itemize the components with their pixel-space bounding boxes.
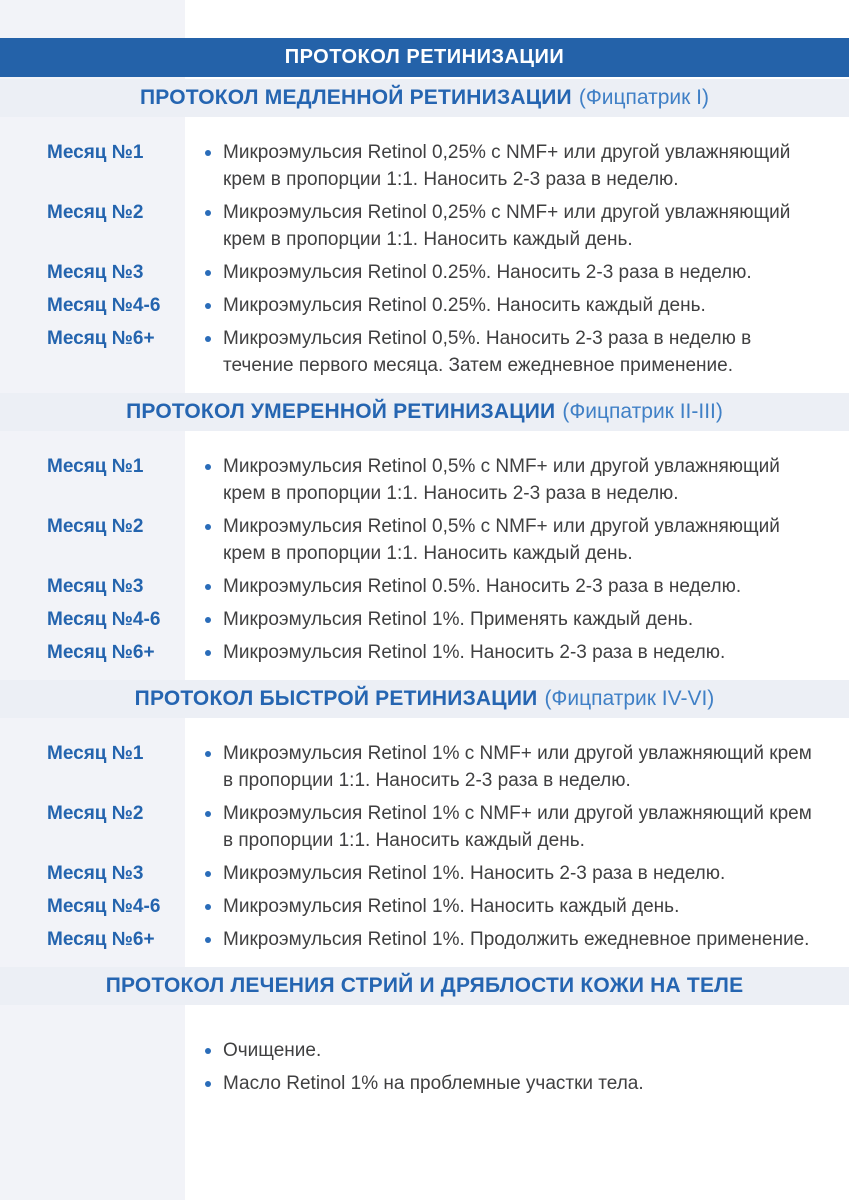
protocol-row <box>0 573 849 600</box>
bullet-icon <box>205 650 211 656</box>
bullet-item <box>185 513 823 567</box>
bullet-icon <box>205 871 211 877</box>
bullet-text: Микроэмульсия Retinol 0,25% с NMF+ или другой увлажняющий крем в пропорции 1:1. Наносить 2-3 раза в неделю. <box>223 142 791 190</box>
bullet-text: Микроэмульсия Retinol 0,5% с NMF+ или другой увлажняющий крем в пропорции 1:1. Наносить каждый день. <box>223 516 780 564</box>
month-label: Месяц №1 <box>47 743 144 764</box>
protocol-row <box>0 926 849 953</box>
section-title: ПРОТОКОЛ УМЕРЕННОЙ РЕТИНИЗАЦИИ <box>126 400 556 423</box>
bullet-item <box>185 1037 321 1064</box>
bullet-item <box>185 639 725 666</box>
bullet-icon <box>205 751 211 757</box>
section-body <box>0 117 849 393</box>
bullet-text: Микроэмульсия Retinol 0,25% с NMF+ или другой увлажняющий крем в пропорции 1:1. Наносить каждый день. <box>223 202 791 250</box>
protocol-row <box>0 199 849 253</box>
bullet-item <box>185 325 823 379</box>
sections-container <box>0 79 849 1111</box>
month-label: Месяц №2 <box>47 202 144 223</box>
bullet-text: Микроэмульсия Retinol 0.25%. Наносить каждый день. <box>223 295 706 316</box>
month-label: Месяц №4-6 <box>47 896 161 917</box>
bullet-text: Микроэмульсия Retinol 0.25%. Наносить 2-3 раза в неделю. <box>223 262 752 283</box>
bullet-icon <box>205 584 211 590</box>
protocol-row <box>0 1070 849 1097</box>
bullet-icon <box>205 150 211 156</box>
protocol-row <box>0 325 849 379</box>
bullet-text: Микроэмульсия Retinol 1%. Применять каждый день. <box>223 609 694 630</box>
section-subtitle: (Фицпатрик II-III) <box>562 400 723 423</box>
bullet-item <box>185 606 693 633</box>
section-body <box>0 1005 849 1111</box>
protocol-row <box>0 259 849 286</box>
bullet-item <box>185 800 823 854</box>
top-spacer <box>0 0 849 38</box>
month-label: Месяц №3 <box>47 863 144 884</box>
month-label: Месяц №6+ <box>47 328 155 349</box>
protocol-row <box>0 860 849 887</box>
month-label: Месяц №6+ <box>47 929 155 950</box>
protocol-row <box>0 800 849 854</box>
bullet-item <box>185 860 725 887</box>
section-header-bar <box>0 967 849 1005</box>
protocol-row <box>0 1037 849 1064</box>
bullet-item <box>185 259 752 286</box>
protocol-row <box>0 453 849 507</box>
section-title: ПРОТОКОЛ ЛЕЧЕНИЯ СТРИЙ И ДРЯБЛОСТИ КОЖИ НА ТЕЛЕ <box>105 974 744 997</box>
protocol-row <box>0 292 849 319</box>
bullet-icon <box>205 1048 211 1054</box>
bullet-item <box>185 926 809 953</box>
protocol-row <box>0 606 849 633</box>
bullet-icon <box>205 210 211 216</box>
bullet-item <box>185 1070 644 1097</box>
bullet-text: Микроэмульсия Retinol 1%. Наносить 2-3 раза в неделю. <box>223 863 726 884</box>
main-header-bar <box>0 38 849 77</box>
protocol-row <box>0 639 849 666</box>
section-header-bar <box>0 680 849 718</box>
month-label: Месяц №3 <box>47 576 144 597</box>
bullet-text: Микроэмульсия Retinol 0,5%. Наносить 2-3 раза в неделю в течение первого месяца. Затем ежедневное применение. <box>223 328 752 376</box>
section-subtitle: (Фицпатрик IV-VI) <box>544 687 715 710</box>
protocol-row <box>0 513 849 567</box>
month-label: Месяц №6+ <box>47 642 155 663</box>
bullet-text: Масло Retinol 1% на проблемные участки тела. <box>223 1073 644 1094</box>
protocol-row <box>0 139 849 193</box>
bullet-item <box>185 199 823 253</box>
bullet-icon <box>205 617 211 623</box>
bullet-icon <box>205 464 211 470</box>
bullet-item <box>185 139 823 193</box>
bullet-item <box>185 740 823 794</box>
month-label: Месяц №2 <box>47 516 144 537</box>
bullet-text: Микроэмульсия Retinol 1% с NMF+ или другой увлажняющий крем в пропорции 1:1. Наносить каждый день. <box>223 803 812 851</box>
bullet-icon <box>205 336 211 342</box>
bullet-icon <box>205 270 211 276</box>
section-body <box>0 431 849 680</box>
section-title: ПРОТОКОЛ БЫСТРОЙ РЕТИНИЗАЦИИ <box>134 687 538 710</box>
section-subtitle: (Фицпатрик I) <box>578 86 710 109</box>
protocol-row <box>0 740 849 794</box>
bullet-icon <box>205 524 211 530</box>
bullet-text: Микроэмульсия Retinol 1% с NMF+ или другой увлажняющий крем в пропорции 1:1. Наносить 2-3 раза в неделю. <box>223 743 812 791</box>
bullet-item <box>185 453 823 507</box>
section-body <box>0 718 849 967</box>
section-header-bar <box>0 393 849 431</box>
month-label: Месяц №1 <box>47 456 144 477</box>
bullet-icon <box>205 937 211 943</box>
bullet-icon <box>205 1081 211 1087</box>
month-label: Месяц №1 <box>47 142 144 163</box>
month-label: Месяц №2 <box>47 803 144 824</box>
bullet-text: Микроэмульсия Retinol 1%. Наносить 2-3 раза в неделю. <box>223 642 726 663</box>
section-header-bar <box>0 79 849 117</box>
bullet-text: Микроэмульсия Retinol 0.5%. Наносить 2-3 раза в неделю. <box>223 576 742 597</box>
month-label: Месяц №4-6 <box>47 295 161 316</box>
protocol-row <box>0 893 849 920</box>
page-title: ПРОТОКОЛ РЕТИНИЗАЦИИ <box>284 46 565 68</box>
bullet-text: Микроэмульсия Retinol 1%. Продолжить ежедневное применение. <box>223 929 810 950</box>
bullet-item <box>185 573 741 600</box>
bullet-icon <box>205 303 211 309</box>
bullet-text: Очищение. <box>223 1040 322 1061</box>
section-title: ПРОТОКОЛ МЕДЛЕННОЙ РЕТИНИЗАЦИИ <box>139 86 572 109</box>
month-label: Месяц №4-6 <box>47 609 161 630</box>
bullet-item <box>185 893 679 920</box>
bullet-text: Микроэмульсия Retinol 0,5% с NMF+ или другой увлажняющий крем в пропорции 1:1. Наносить 2-3 раза в неделю. <box>223 456 780 504</box>
bullet-icon <box>205 904 211 910</box>
bullet-text: Микроэмульсия Retinol 1%. Наносить каждый день. <box>223 896 680 917</box>
bullet-icon <box>205 811 211 817</box>
month-label: Месяц №3 <box>47 262 144 283</box>
bullet-item <box>185 292 706 319</box>
